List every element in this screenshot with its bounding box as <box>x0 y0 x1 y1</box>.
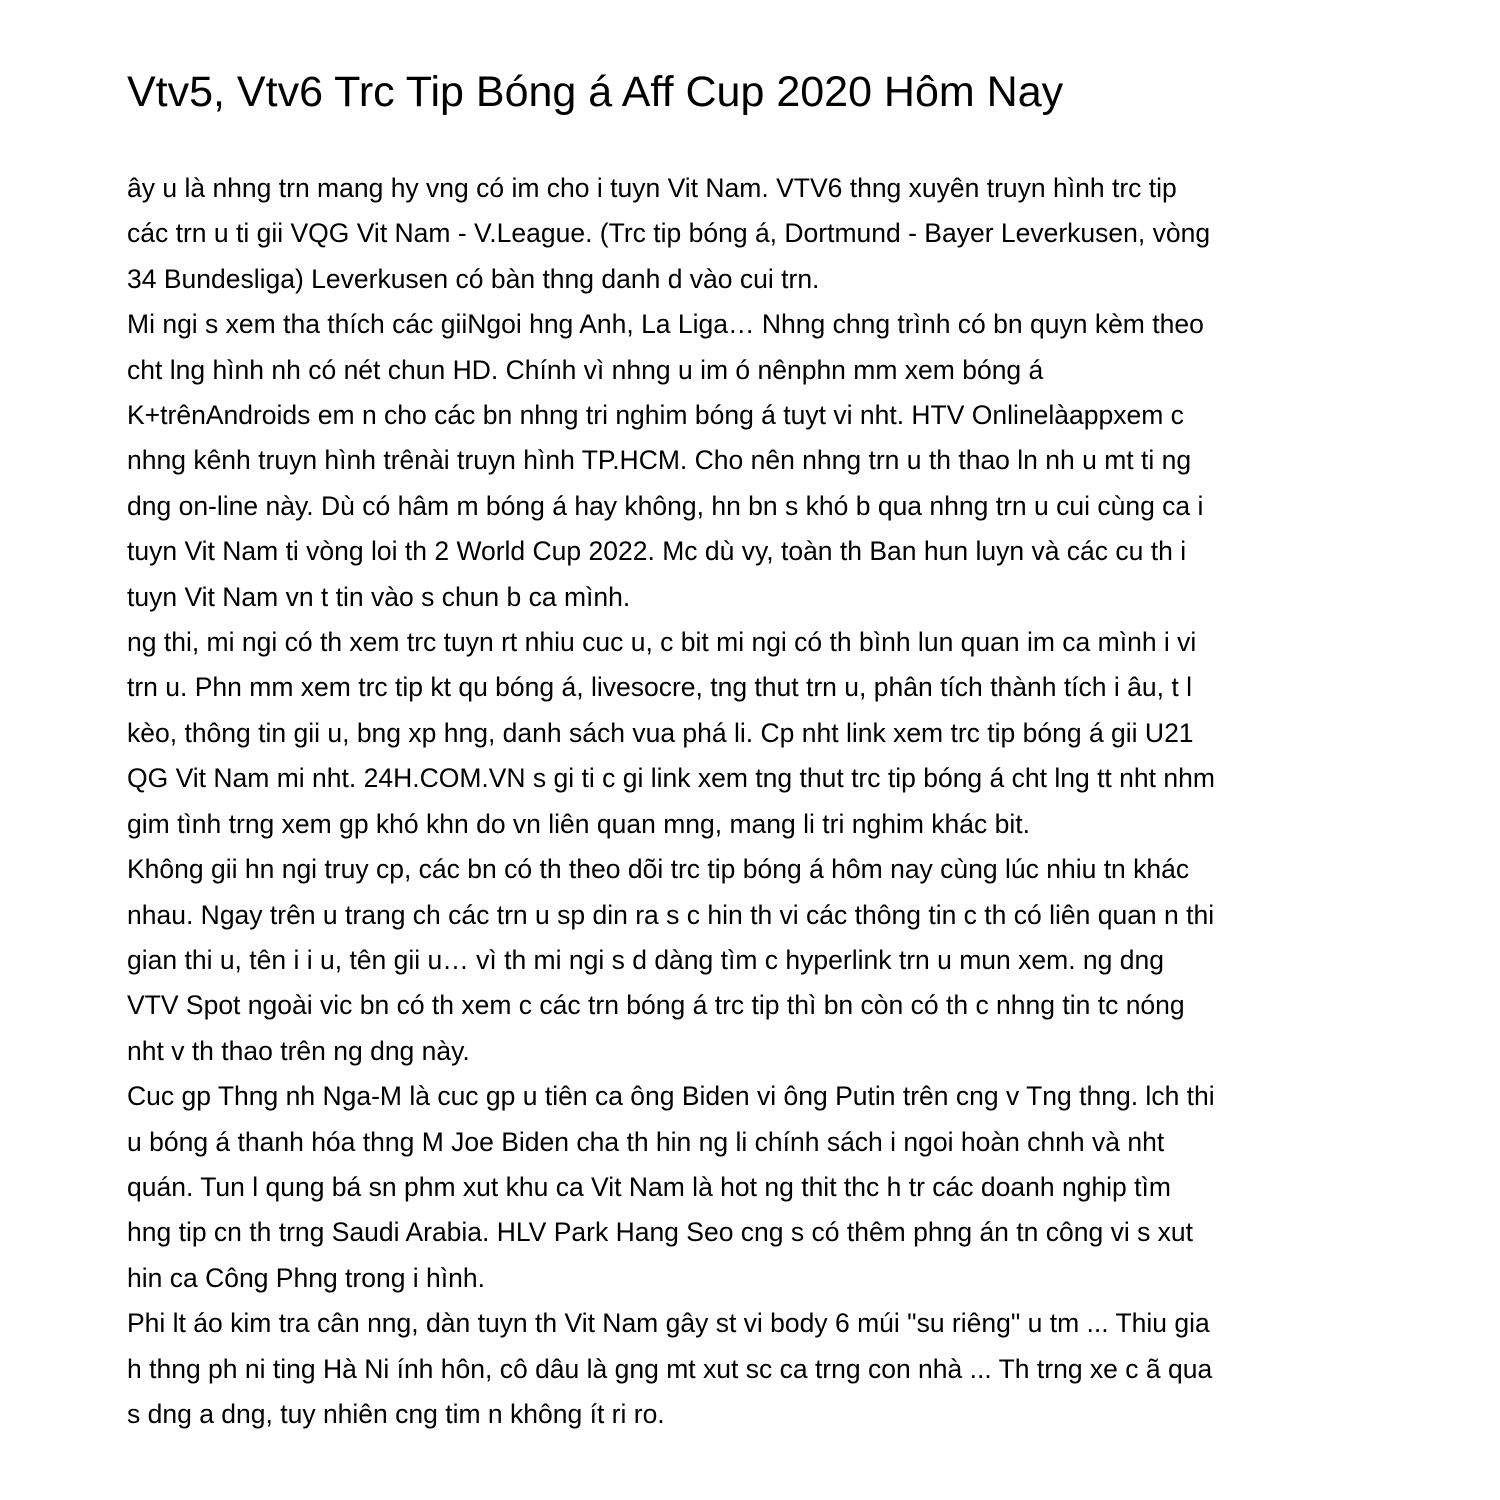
body-line: QG Vit Nam mi nht. 24H.COM.VN s gi ti c gi link xem tng thut trc tip bóng á cht lng tt nht nhm <box>127 763 1215 794</box>
body-line: ng thi, mi ngi có th xem trc tuyn rt nhiu cuc u, c bit mi ngi có th bình lun quan im ca mình i vi <box>127 627 1197 658</box>
body-line: u bóng á thanh hóa thng M Joe Biden cha th hin ng li chính sách i ngoi hoàn chnh và nht <box>127 1126 1165 1157</box>
body-line: ây u là nhng trn mang hy vng có im cho i tuyn Vit Nam. VTV6 thng xuyên truyn hình trc tip <box>127 173 1177 203</box>
body-line: Cuc gp Thng nh Nga-M là cuc gp u tiên ca ông Biden vi ông Putin trên cng v Tng thng. lch thi <box>127 1081 1215 1112</box>
body-line: VTV Spot ngoài vic bn có th xem c các trn bóng á trc tip thì bn còn có th c nhng tin tc nóng <box>127 990 1185 1021</box>
body-line: 34 Bundesliga) Leverkusen có bàn thng danh d vào cui trn. <box>127 263 820 294</box>
body-line: quán. Tun l qung bá sn phm xut khu ca Vit Nam là hot ng thit thc h tr các doanh nghip tìm <box>127 1171 1171 1202</box>
body-line: s dng a dng, tuy nhiên cng tim n không ít ri ro. <box>127 1398 665 1429</box>
document-title: Vtv5, Vtv6 Trc Tip Bóng á Aff Cup 2020 Hôm Nay <box>127 68 1064 116</box>
body-line: nht v th thao trên ng dng này. <box>127 1035 470 1066</box>
body-line: hin ca Công Phng trong i hình. <box>127 1262 485 1293</box>
body-line: trn u. Phn mm xem trc tip kt qu bóng á, livesocre, tng thut trn u, phân tích thành tích i âu, t l <box>127 672 1192 703</box>
body-line: Phi lt áo kim tra cân nng, dàn tuyn th Vit Nam gây st vi body 6 múi "su riêng" u tm ... Thiu gia <box>127 1308 1210 1339</box>
body-line: hng tip cn th trng Saudi Arabia. HLV Park Hang Seo cng s có thêm phng án tn công vi s xut <box>127 1217 1194 1248</box>
body-line: kèo, thông tin gii u, bng xp hng, danh sách vua phá li. Cp nht link xem trc tip bóng á gii U21 <box>127 717 1194 748</box>
body-line: dng on-line này. Dù có hâm m bóng á hay không, hn bn s khó b qua nhng trn u cui cùng ca i <box>127 490 1204 521</box>
body-line: nhng kênh truyn hình trênài truyn hình TP.HCM. Cho nên nhng trn u th thao ln nh u mt ti ng <box>127 445 1192 476</box>
body-line: nhau. Ngay trên u trang ch các trn u sp din ra s c hin th vi các thông tin c th có liên quan n thi <box>127 899 1215 930</box>
body-line: Không gii hn ngi truy cp, các bn có th theo dõi trc tip bóng á hôm nay cùng lúc nhiu tn khác <box>127 854 1190 885</box>
body-line: gim tình trng xem gp khó khn do vn liên quan mng, mang li tri nghim khác bit. <box>127 808 1030 839</box>
body-line: h thng ph ni ting Hà Ni ính hôn, cô dâu là gng mt xut sc ca trng con nhà ... Th trng xe c ã qua <box>127 1353 1213 1384</box>
body-line: Mi ngi s xem tha thích các giiNgoi hng Anh, La Liga… Nhng chng trình có bn quyn kèm theo <box>127 309 1204 340</box>
body-line: cht lng hình nh có nét chun HD. Chính vì nhng u im ó nênphn mm xem bóng á <box>127 354 1044 385</box>
body-line: tuyn Vit Nam ti vòng loi th 2 World Cup 2022. Mc dù vy, toàn th Ban hun luyn và các cu th i <box>127 536 1187 567</box>
document-body <box>127 166 1387 1437</box>
body-line: các trn u ti gii VQG Vit Nam - V.League. (Trc tip bóng á, Dortmund - Bayer Leverkusen, vòng <box>127 218 1211 249</box>
body-line: K+trênAndroids em n cho các bn nhng tri nghim bóng á tuyt vi nht. HTV Onlinelàappxem c <box>127 400 1184 431</box>
body-line: gian thi u, tên i i u, tên gii u… vì th mi ngi s d dàng tìm c hyperlink trn u mun xem. ng dng <box>127 944 1164 975</box>
body-line: tuyn Vit Nam vn t tin vào s chun b ca mình. <box>127 581 631 612</box>
